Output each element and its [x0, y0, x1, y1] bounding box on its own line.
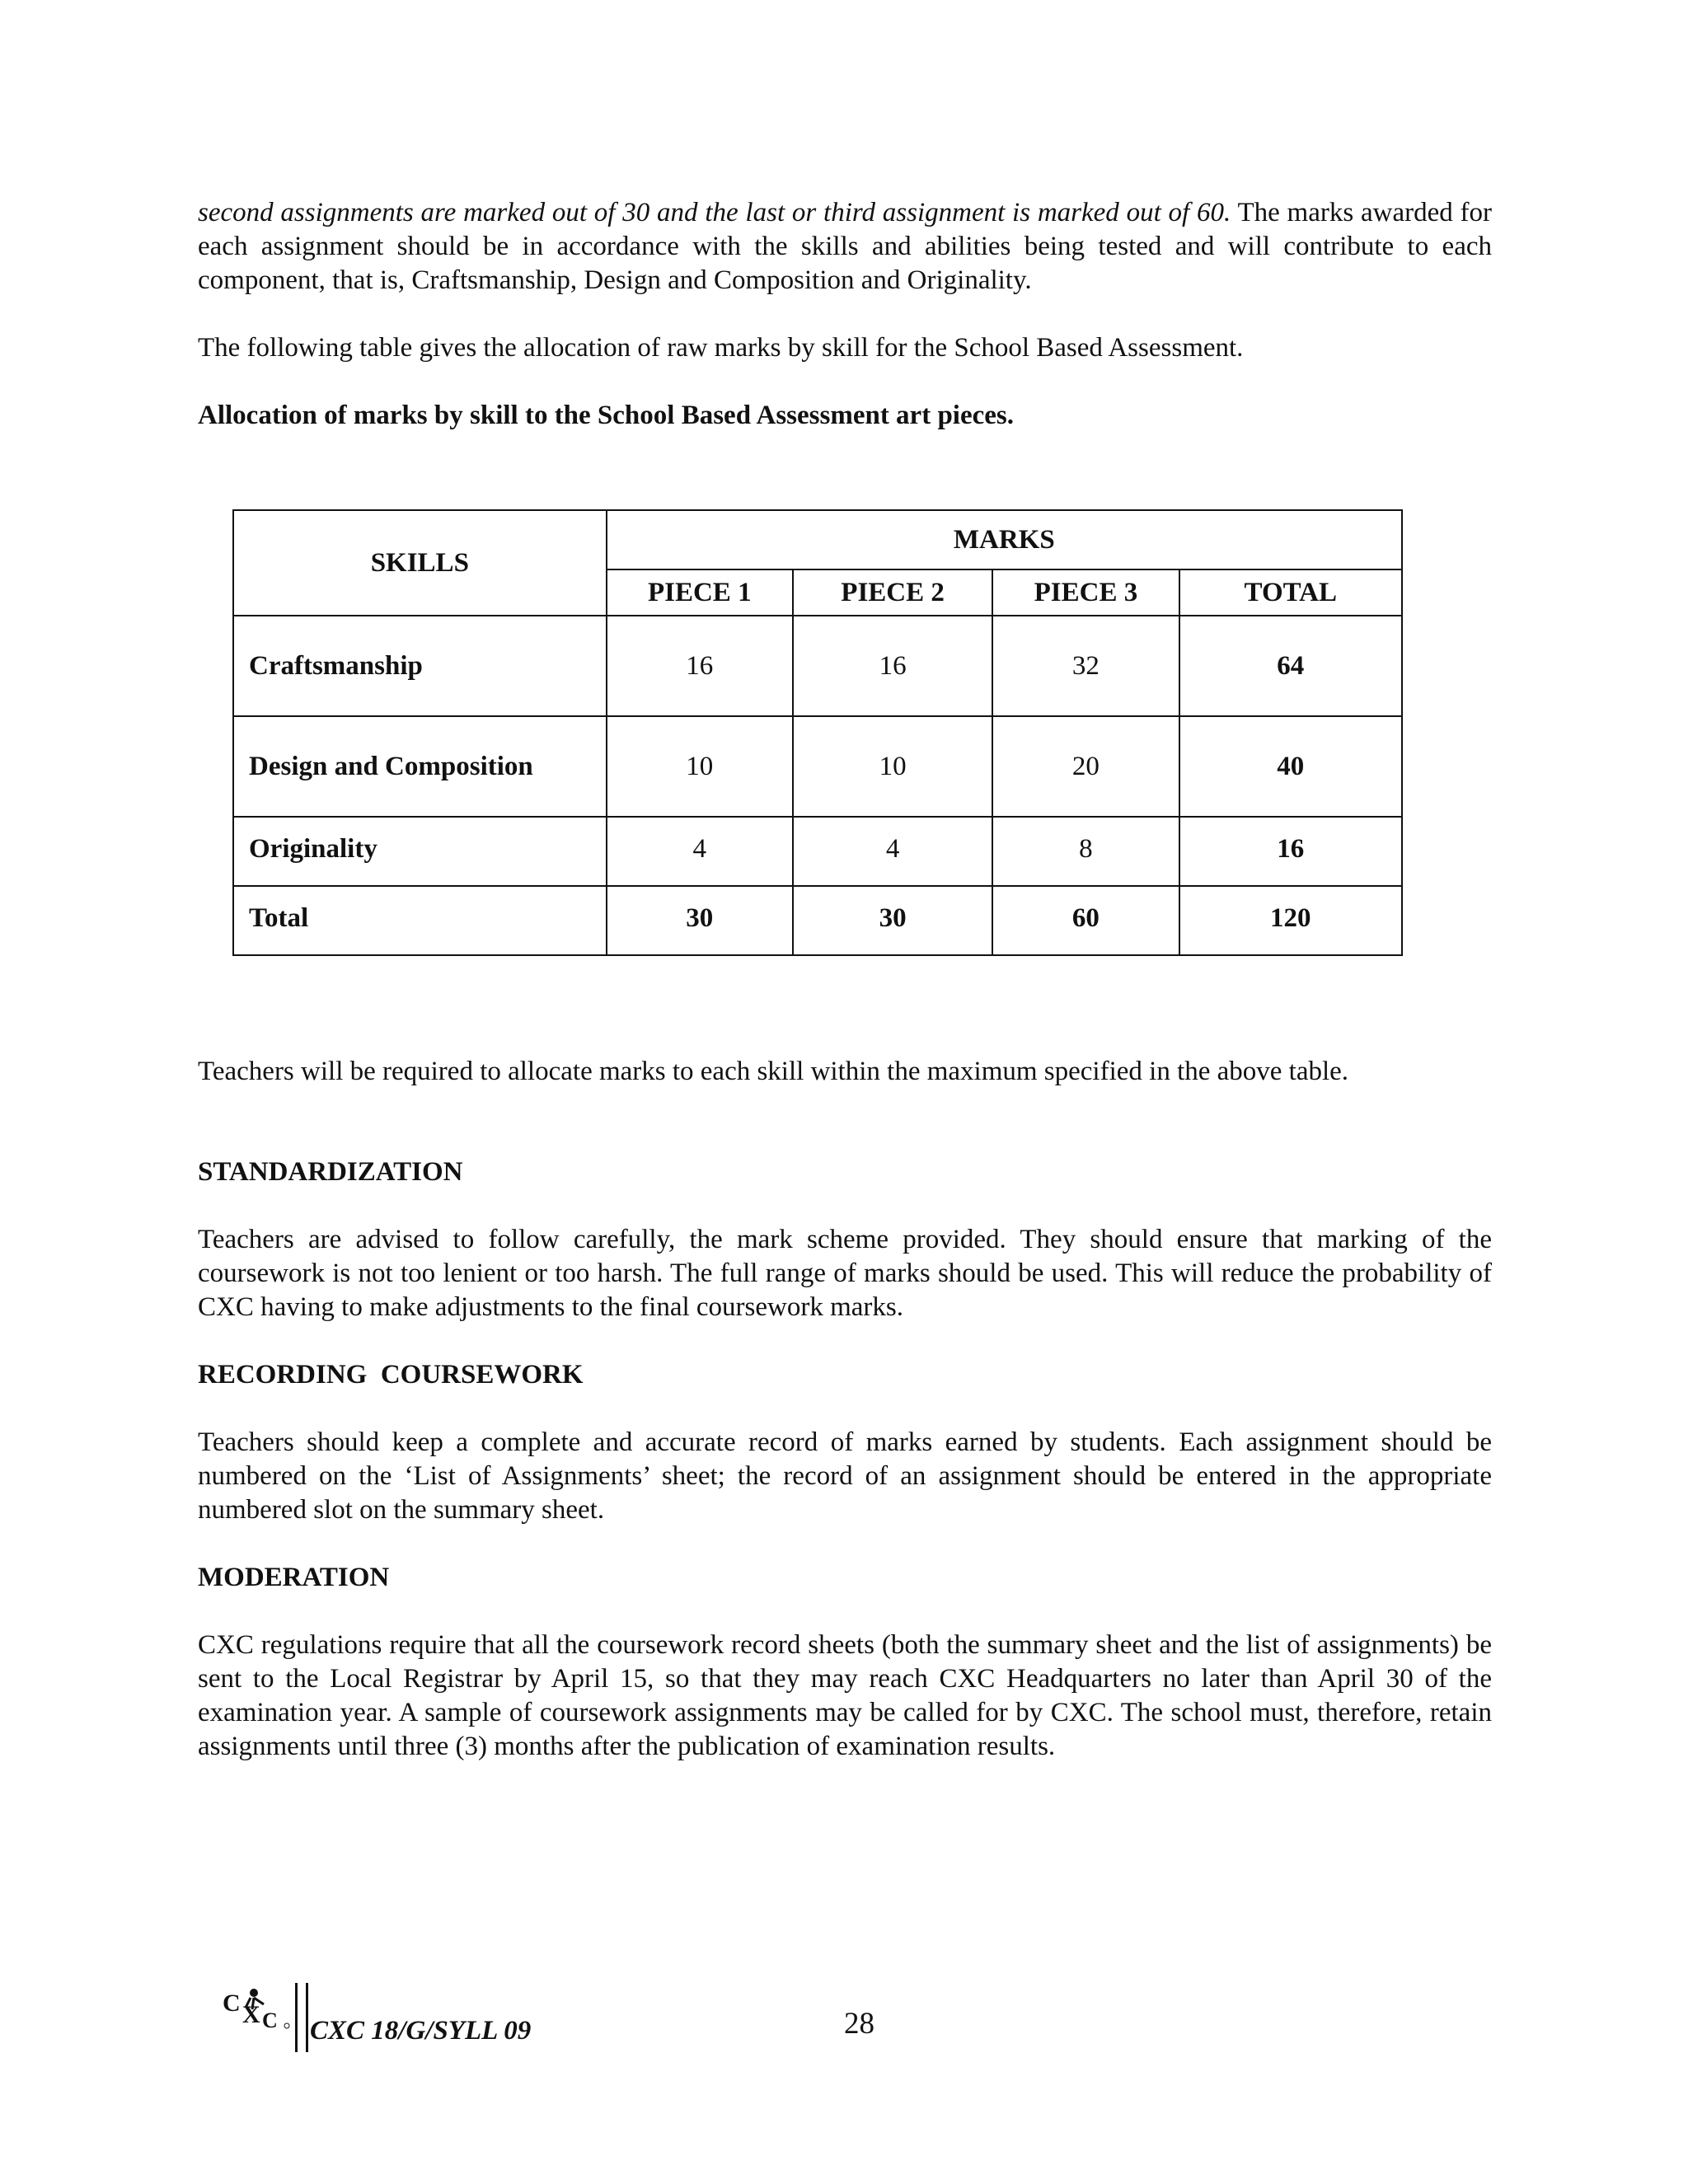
table-row: [233, 716, 1402, 817]
table-row: [233, 886, 1402, 955]
logo-registered-mark: [284, 2023, 289, 2028]
table-cell-total: 40: [1179, 716, 1402, 817]
table-cell: 10: [607, 716, 793, 817]
heading-moderation: MODERATION: [198, 1563, 390, 1592]
logo-letter-c1: C: [223, 1990, 241, 2017]
paragraph-rest: The marks awarded for each assignment should be in accordance with the skills and abilities being tested and will contribute to each component, that is, Craftsmanship, Design and Composition and Originality.: [198, 198, 1492, 295]
paragraph-allocate-marks: [198, 1055, 1492, 1089]
cxc-logo-icon: [221, 1985, 295, 2031]
table-cell: 30: [793, 886, 992, 955]
table-row: [233, 817, 1402, 886]
page-number: 28: [844, 2007, 874, 2041]
table-cell: 32: [992, 616, 1179, 716]
syllabus-code: CXC 18/G/SYLL 09: [310, 2016, 532, 2046]
table-caption: Allocation of marks by skill to the School Based Assessment art pieces.: [198, 401, 1014, 430]
table-cell: 10: [793, 716, 992, 817]
column-header-piece-2: PIECE 2: [793, 569, 992, 616]
table-cell: 30: [607, 886, 793, 955]
marks-header: MARKS: [607, 510, 1402, 569]
paragraph-italic-part: second assignments are marked out of 30 and the last or third assignment is marked out of 60.: [198, 198, 1231, 227]
row-label-design-composition: Design and Composition: [233, 716, 607, 817]
row-label-originality: Originality: [233, 817, 607, 886]
table-cell: 8: [992, 817, 1179, 886]
table-row: [233, 616, 1402, 716]
logo-letter-x: X: [242, 2001, 260, 2028]
paragraph-table-intro: [198, 331, 1492, 365]
footer-divider: [295, 1983, 308, 2052]
recording-text: Teachers should keep a complete and accurate record of marks earned by students. Each assignment should be numbered on the ‘List of Assignments’ sheet; the record of an assignment should be entered in the appropriate numbered slot on the summary sheet.: [198, 1427, 1492, 1525]
standardization-text: Teachers are advised to follow carefully, the mark scheme provided. They should ensure that marking of the coursework is not too lenient or too harsh. The full range of marks should be used. This will reduce the probability of CXC having to make adjustments to the final coursework marks.: [198, 1225, 1492, 1322]
table-cell: 4: [607, 817, 793, 886]
paragraph-assignment-marks: [198, 196, 1492, 298]
paragraph-recording: [198, 1426, 1492, 1527]
paragraph-moderation: [198, 1629, 1492, 1764]
heading-recording-coursework: [198, 1358, 1492, 1392]
recording-heading-text: RECORDING COURSEWORK: [198, 1360, 584, 1390]
row-label-total: Total: [233, 886, 607, 955]
skills-header: SKILLS: [233, 510, 607, 616]
heading-standardization: STANDARDIZATION: [198, 1157, 463, 1187]
table-cell: 16: [607, 616, 793, 716]
table-cell-total: 64: [1179, 616, 1402, 716]
column-header-total: TOTAL: [1179, 569, 1402, 616]
table-cell: 20: [992, 716, 1179, 817]
table-cell: 60: [992, 886, 1179, 955]
moderation-text: CXC regulations require that all the coursework record sheets (both the summary sheet and the list of assignments) be sent to the Local Registrar by April 15, so that they may reach CXC Headquarters no later than April 30 of the examination year. A sample of coursework assignments may be called for by CXC. The school must, therefore, retain assignments until three (3) months after the publication of examination results.: [198, 1630, 1492, 1761]
row-label-craftsmanship: Craftsmanship: [233, 616, 607, 716]
paragraph-standardization: [198, 1223, 1492, 1324]
table-cell: 4: [793, 817, 992, 886]
allocate-marks-text: Teachers will be required to allocate marks to each skill within the maximum specified in the above table.: [198, 1057, 1349, 1086]
logo-figure-head: [250, 1989, 258, 1997]
marks-allocation-table: [232, 509, 1403, 956]
table-intro-text: The following table gives the allocation of raw marks by skill for the School Based Assessment.: [198, 333, 1244, 363]
table-cell: 16: [793, 616, 992, 716]
table-cell-total: 16: [1179, 817, 1402, 886]
column-header-piece-1: PIECE 1: [607, 569, 793, 616]
logo-letter-c2: C: [262, 2008, 278, 2031]
table-cell-total: 120: [1179, 886, 1402, 955]
column-header-piece-3: PIECE 3: [992, 569, 1179, 616]
